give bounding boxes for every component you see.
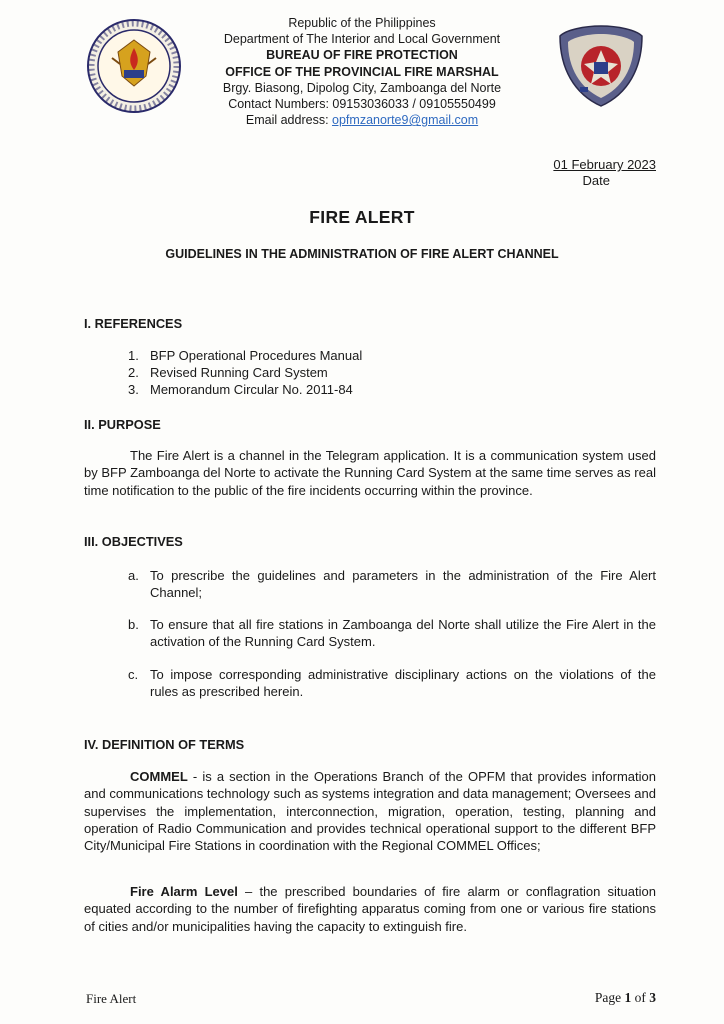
purpose-heading: II. PURPOSE: [84, 417, 161, 432]
references-heading: I. REFERENCES: [84, 316, 183, 331]
list-item: 3. Memorandum Circular No. 2011-84: [128, 382, 353, 397]
letterhead-email-line: [190, 112, 534, 128]
list-item: 1. BFP Operational Procedures Manual: [128, 348, 363, 363]
letterhead-office: OFFICE OF THE PROVINCIAL FIRE MARSHAL: [225, 64, 499, 79]
letterhead-address: Brgy. Biasong, Dipolog City, Zamboanga del Norte: [222, 80, 502, 95]
objectives-heading: III. OBJECTIVES: [84, 534, 183, 549]
footer-document-name: Fire Alert: [86, 991, 137, 1006]
letterhead-contacts: Contact Numbers: 09153036033 / 09105550499: [228, 97, 496, 112]
list-item: 2. Revised Running Card System: [128, 365, 328, 380]
definition-commel: COMMEL - is a section in the Operations Branch of the OPFM that provides information and communications technology such as systems integration and data management; Oversees and supervises the implementation, interconnection, migration, operation, testing, planning and operation of Radio Communication and provides technical operational support to the different BFP City/Municipal Fire Stations in coordination with the Regional COMMEL Offices;: [84, 769, 656, 854]
date-label: Date: [582, 173, 610, 188]
regional-seal-logo: [556, 24, 646, 108]
term-fire-alarm-level: Fire Alarm Level: [130, 884, 238, 899]
email-link[interactable]: opfmzanorte9@gmail.com: [332, 113, 479, 128]
document-title: FIRE ALERT: [309, 207, 415, 227]
date-value: 01 February 2023: [553, 157, 656, 172]
letterhead-department: Department of The Interior and Local Government: [223, 32, 501, 47]
definition-fire-alarm-level: Fire Alarm Level – the prescribed boundaries of fire alarm or conflagration situation equated according to the number of firefighting apparatus coming from one or various fire stations of cities and/or municipalities having the capacity to extinguish fire.: [84, 884, 656, 934]
definitions-heading: IV. DEFINITION OF TERMS: [84, 737, 245, 752]
objective-item: a. To prescribe the guidelines and parameters in the administration of the Fire Alert Channel;: [128, 568, 656, 601]
letterhead: [190, 15, 534, 128]
bfp-seal-logo: [86, 18, 182, 114]
date-block: [500, 157, 656, 189]
footer-page-number: Page 1 of 3: [594, 990, 656, 1005]
references-list: [128, 347, 362, 398]
document-subtitle: GUIDELINES IN THE ADMINISTRATION OF FIRE ALERT CHANNEL: [165, 247, 559, 261]
letterhead-bureau: BUREAU OF FIRE PROTECTION: [266, 48, 458, 63]
objective-item: c. To impose corresponding administrative disciplinary actions on the violations of the rules as prescribed herein.: [128, 667, 656, 700]
letterhead-country: Republic of the Philippines: [288, 16, 436, 30]
term-commel: COMMEL: [130, 769, 188, 784]
objective-item: b. To ensure that all fire stations in Zamboanga del Norte shall utilize the Fire Alert in the activation of the Running Card System.: [128, 617, 656, 650]
email-label: Email address:: [245, 113, 333, 128]
purpose-paragraph: The Fire Alert is a channel in the Telegram application. It is a communication system used by BFP Zamboanga del Norte to activate the Running Card System at the same time serves as real time notification to the public of the fire incidents occurring within the province.: [84, 448, 656, 498]
